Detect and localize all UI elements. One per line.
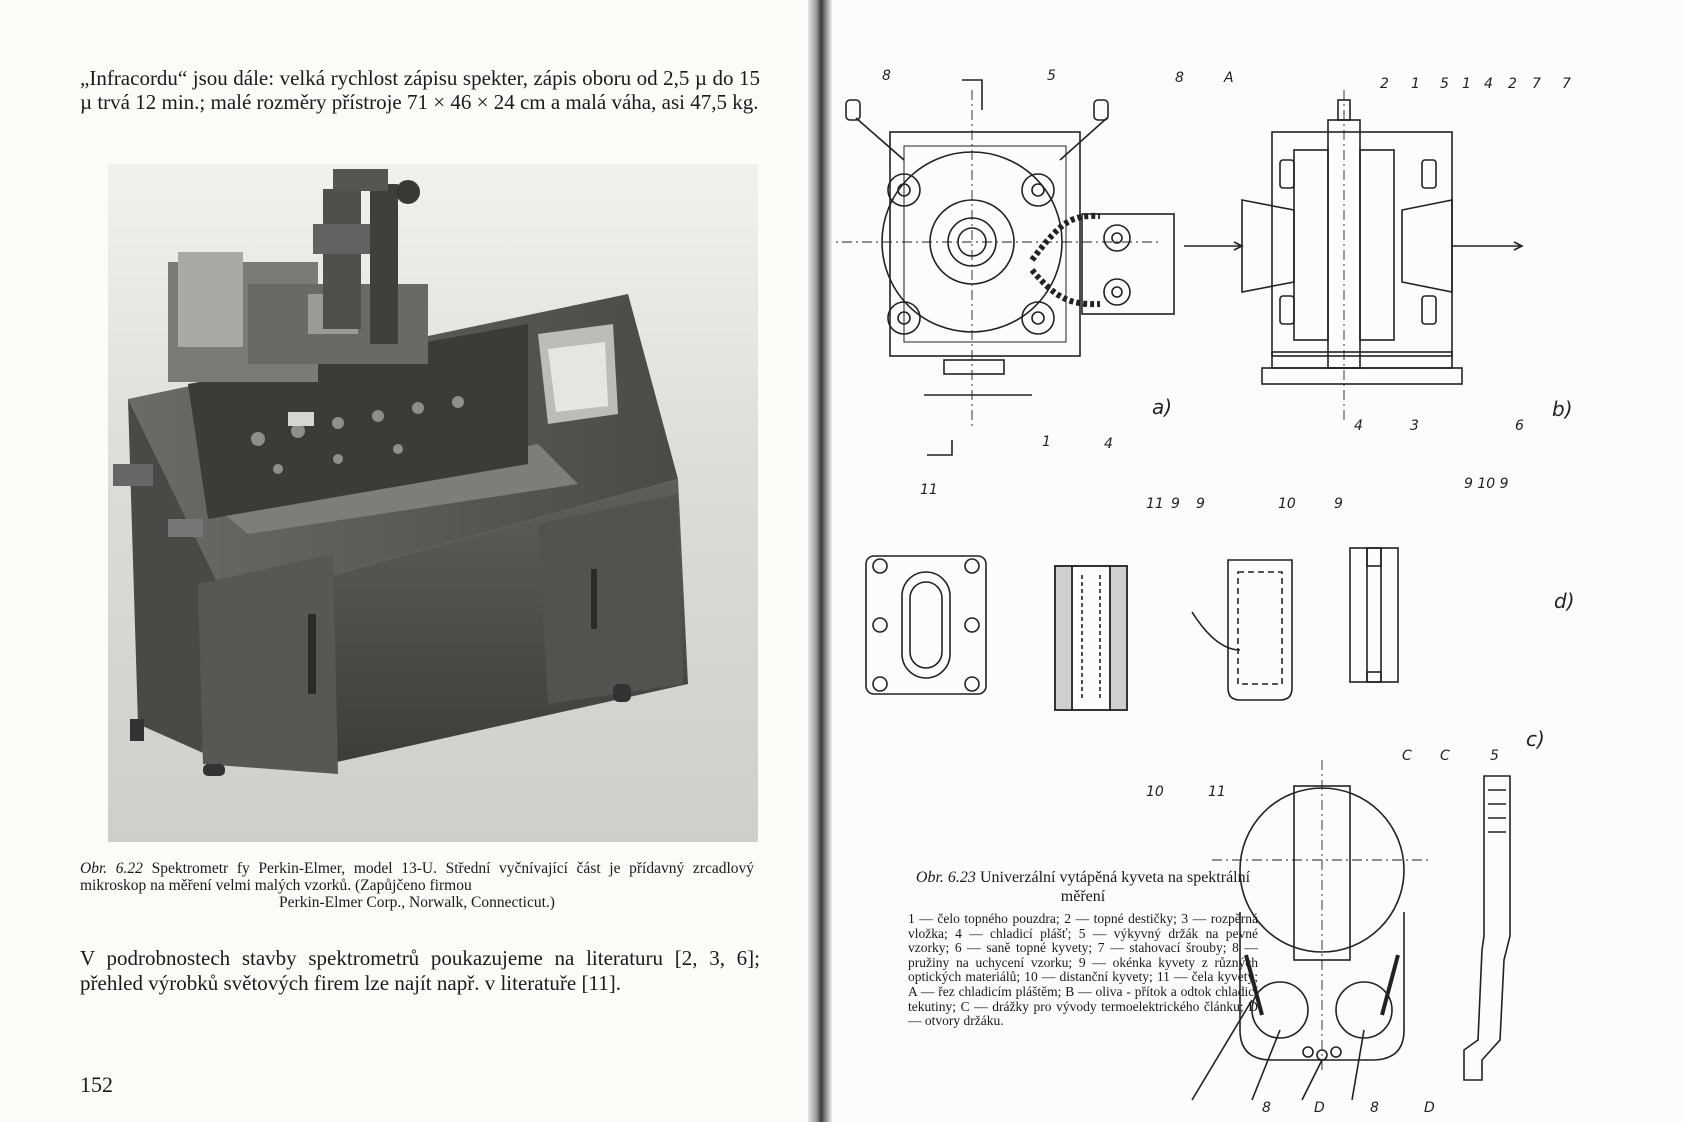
drawing-c2 — [1055, 566, 1127, 710]
caption-title: Univerzální vytápěná kyveta na spektrální měření — [979, 869, 1251, 905]
drawing-side-bracket — [1464, 776, 1510, 1080]
label-c2-9b: 9 — [1196, 496, 1205, 512]
label-b-3: 3 — [1410, 418, 1419, 434]
book-gutter — [808, 0, 832, 1122]
label-b-7b: 7 — [1562, 76, 1571, 92]
caption-legend: 1 — čelo topného pouzdra; 2 — topné destičky; 3 — rozpěrná vložka; 4 — chladicí plášť; 5 — výkyvný držák na pevné vzorky; 6 — saně topné kyvety; 7 — stahovací šrouby; 8 — pružiny na uchycení vzorku; 9 — okénka kyvety z různých optických materiálů; 10 — distanční kyvety; 11 — čela kyvety; A — řez chladicím pláštěm; B — oliva - přítok a odtok chladicí tekutiny; C — drážky pro vývody termoelektrického článku; D — otvory držáku. — [908, 911, 1258, 1029]
drawing-c4 — [1350, 548, 1398, 682]
label-holder-8b: 8 — [1370, 1100, 1379, 1116]
spectrometer-photo — [108, 164, 758, 842]
page-number: 152 — [80, 1072, 113, 1097]
caption-label-right: Obr. 6.23 — [915, 869, 976, 886]
label-b-6: 6 — [1515, 418, 1524, 434]
label-a-8-left: 8 — [882, 68, 891, 84]
label-a-5: 5 — [1047, 68, 1056, 84]
label-b-1b: 1 — [1462, 76, 1471, 92]
label-c1-11: 11 — [920, 482, 938, 498]
label-part-d: d) — [1554, 589, 1575, 613]
label-holder-C2: C — [1440, 748, 1450, 764]
label-b-2: 2 — [1380, 76, 1389, 92]
caption-label: Obr. 6.22 — [80, 860, 143, 877]
drawing-a — [832, 80, 1174, 455]
label-c2-10: 10 — [1146, 784, 1164, 800]
figure-caption-left — [80, 860, 754, 911]
label-holder-C1: C — [1402, 748, 1412, 764]
drawing-c1 — [866, 556, 986, 694]
drawing-b — [1184, 90, 1522, 420]
label-b-1a: 1 — [1411, 76, 1420, 92]
paragraph-top: „Infracordu“ jsou dále: velká rychlost zápisu spekter, zápis oboru od 2,5 µ do 15 µ trvá 12 min.; malé rozměry přístroje 71 × 46 × 24 cm a malá váha, asi 47,5 kg. — [80, 66, 760, 114]
label-part-a: a) — [1152, 395, 1173, 419]
label-holder-8a: 8 — [1262, 1100, 1271, 1116]
left-page — [0, 0, 812, 1122]
label-c4: 9 10 9 — [1464, 476, 1509, 492]
label-part-b: b) — [1552, 397, 1573, 421]
label-holder-5: 5 — [1490, 748, 1499, 764]
label-b-2b: 2 — [1508, 76, 1517, 92]
label-holder-D2: D — [1424, 1100, 1435, 1116]
label-c2-9a: 9 — [1171, 496, 1180, 512]
caption-heading — [908, 868, 1258, 906]
label-b-7a: 7 — [1532, 76, 1541, 92]
figure-caption-right — [908, 868, 1258, 1029]
caption-text: Spektrometr fy Perkin-Elmer, model 13-U. Střední vyčnívající část je přídavný zrcadlový mikroskop na měření velmi malých vzorků. (Zapůjčeno firmou — [80, 860, 755, 894]
label-b-4-bottom: 4 — [1354, 418, 1363, 434]
drawing-c3 — [1192, 560, 1292, 700]
label-b-4: 4 — [1484, 76, 1493, 92]
label-part-c: c) — [1526, 727, 1545, 751]
label-holder-D1: D — [1314, 1100, 1325, 1116]
caption-text-continued: Perkin-Elmer Corp., Norwalk, Connecticut.) — [279, 894, 555, 911]
label-c3-10: 10 — [1278, 496, 1296, 512]
label-a-A: A — [1224, 70, 1234, 86]
label-c2-11: 11 — [1146, 496, 1164, 512]
paragraph-bottom: V podrobnostech stavby spektrometrů poukazujeme na literaturu [2, 3, 6]; přehled výrobků světových firem lze najít např. v literatuře [11]. — [80, 946, 760, 995]
label-b-5: 5 — [1440, 76, 1449, 92]
label-a-1: 1 — [1042, 434, 1051, 450]
label-a-8-right: 8 — [1175, 70, 1184, 86]
label-c3-9: 9 — [1334, 496, 1343, 512]
label-c2-11b: 11 — [1208, 784, 1226, 800]
label-a-4: 4 — [1104, 436, 1113, 452]
